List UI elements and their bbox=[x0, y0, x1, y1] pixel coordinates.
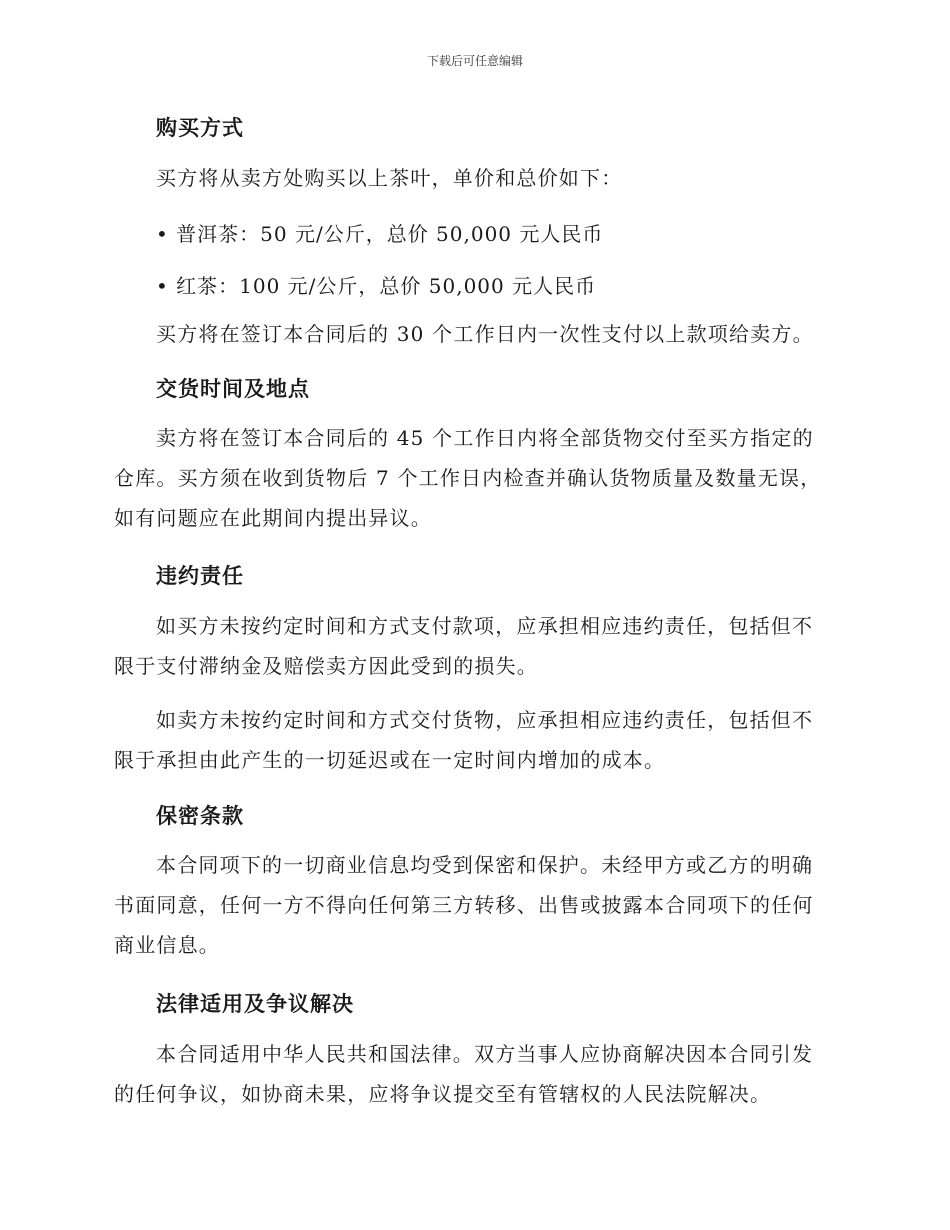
confidentiality-paragraph: 本合同项下的一切商业信息均受到保密和保护。未经甲方或乙方的明确书面同意，任何一方不得向任何第三方转移、出售或披露本合同项下的任何商业信息。 bbox=[114, 853, 814, 957]
breach-paragraph-seller: 如卖方未按约定时间和方式交付货物，应承担相应违约责任，包括但不限于承担由此产生的一切延迟或在一定时间内增加的成本。 bbox=[114, 708, 814, 772]
purchase-intro: 买方将从卖方处购买以上茶叶，单价和总价如下： bbox=[156, 166, 623, 190]
breach-paragraph-buyer: 如买方未按约定时间和方式支付款项，应承担相应违约责任，包括但不限于支付滞纳金及赔偿卖方因此受到的损失。 bbox=[114, 614, 814, 678]
law-paragraph: 本合同适用中华人民共和国法律。双方当事人应协商解决因本合同引发的任何争议，如协商未果，应将争议提交至有管辖权的人民法院解决。 bbox=[114, 1042, 814, 1106]
section-heading-confidentiality: 保密条款 bbox=[156, 804, 244, 828]
section-heading-law: 法律适用及争议解决 bbox=[156, 992, 354, 1016]
section-heading-delivery: 交货时间及地点 bbox=[156, 377, 310, 401]
section-heading-purchase: 购买方式 bbox=[156, 116, 244, 140]
delivery-paragraph: 卖方将在签订本合同后的 45 个工作日内将全部货物交付至买方指定的仓库。买方须在收到货物后 7 个工作日内检查并确认货物质量及数量无误，如有问题应在此期间内提出异议。 bbox=[114, 426, 822, 530]
purchase-item-black-tea: • 红茶：100 元/公斤，总价 50,000 元人民币 bbox=[156, 274, 597, 298]
purchase-payment: 买方将在签订本合同后的 30 个工作日内一次性支付以上款项给卖方。 bbox=[156, 322, 814, 346]
purchase-item-puer: • 普洱茶：50 元/公斤，总价 50,000 元人民币 bbox=[156, 222, 604, 246]
header-note: 下载后可任意编辑 bbox=[426, 54, 523, 68]
section-heading-breach: 违约责任 bbox=[156, 564, 244, 588]
